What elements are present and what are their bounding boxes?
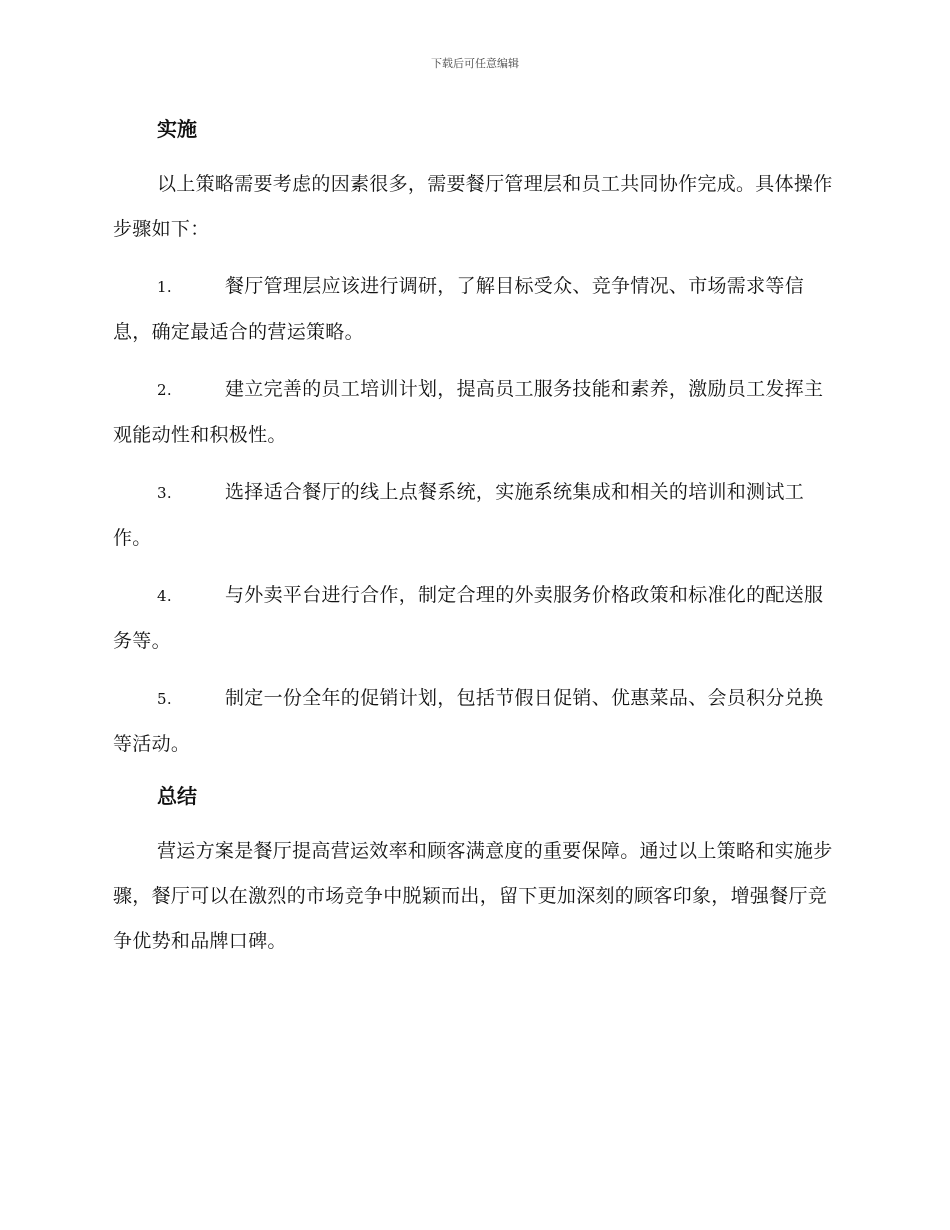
implementation-heading: 实施 [157,117,197,141]
summary-text: 营运方案是餐厅提高营运效率和顾客满意度的重要保障。通过以上策略和实施步骤，餐厅可以在激烈的市场竞争中脱颖而出，留下更加深刻的顾客印象，增强餐厅竞争优势和品牌口碑。 [113,840,833,952]
step-item-5 [113,676,833,767]
header-note: 下载后可任意编辑 [431,57,519,70]
step-text: 餐厅管理层应该进行调研，了解目标受众、竞争情况、市场需求等信息，确定最适合的营运策略。 [113,275,805,343]
step-text: 与外卖平台进行合作，制定合理的外卖服务价格政策和标准化的配送服务等。 [113,584,824,652]
step-number: 3. [157,484,172,502]
implementation-intro: 以上策略需要考虑的因素很多，需要餐厅管理层和员工共同协作完成。具体操作步骤如下： [113,173,833,240]
step-number: 5. [157,690,172,708]
step-number: 2. [157,381,172,399]
step-text: 制定一份全年的促销计划，包括节假日促销、优惠菜品、会员积分兑换等活动。 [113,687,824,755]
step-item-4 [113,573,833,664]
step-item-2 [113,367,833,458]
step-number: 4. [157,587,172,605]
step-item-3 [113,470,833,561]
document-content [113,112,833,976]
step-text: 建立完善的员工培训计划，提高员工服务技能和素养，激励员工发挥主观能动性和积极性。 [113,378,824,446]
summary-heading: 总结 [157,784,197,808]
step-text: 选择适合餐厅的线上点餐系统，实施系统集成和相关的培训和测试工作。 [113,481,805,549]
step-number: 1. [157,278,172,296]
step-item-1 [113,264,833,355]
